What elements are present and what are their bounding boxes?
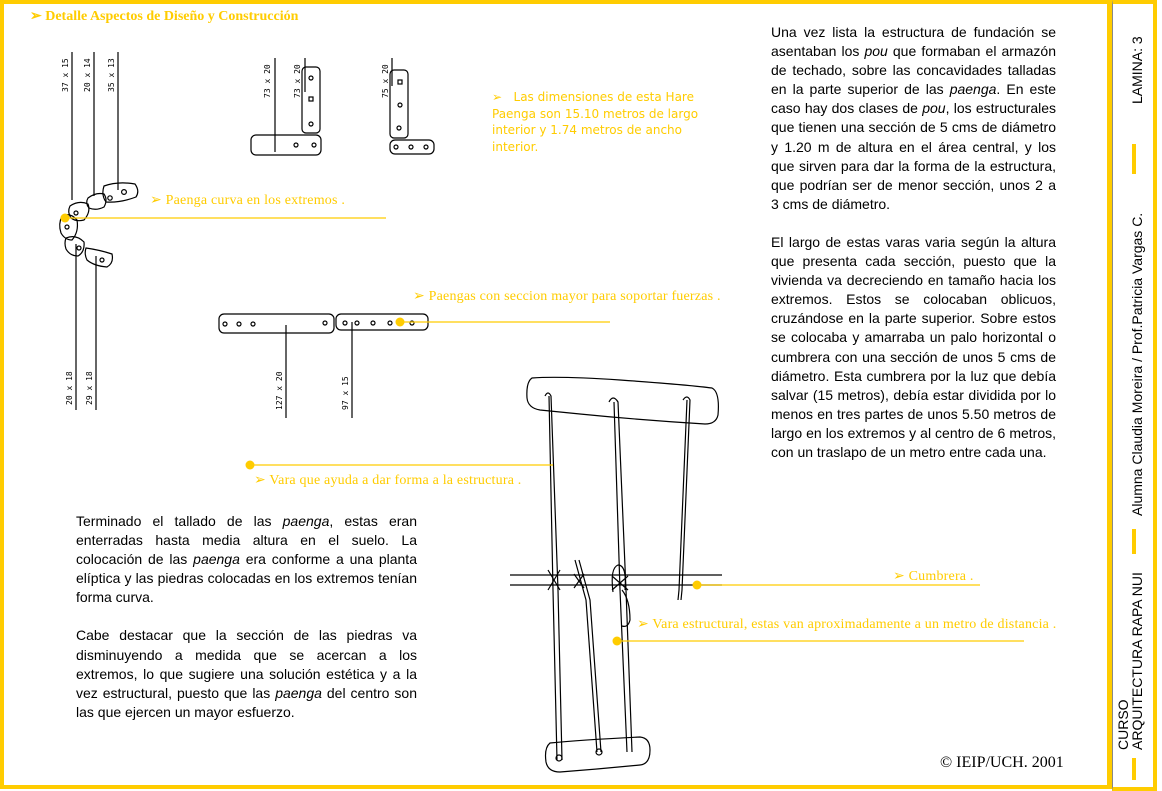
note-vara-forma: ➢ Vara que ayuda a dar forma a la estructura .: [254, 473, 522, 488]
paragraph: Una vez lista la estructura de fundación se asentaban los pou que formaban el armazón de techado, sobre las concavidades talladas en la parte superior de las paenga. En este caso hay dos clases de pou, los estructurales que tienen una sección de 5 cms de diámetro y 1.20 m de altura en el área central, y los que sirven para dar la forma de la estructura, que podrían ser de menor sección, unos 2 a 3 cms de diámetro.: [771, 24, 1057, 212]
callout-dot: [61, 214, 70, 223]
description-left: [76, 512, 417, 741]
title-divider: [1132, 529, 1136, 554]
dimension-label: 29 x 18: [85, 371, 94, 405]
heading-text: Detalle Aspectos de Diseño y Construcción: [45, 9, 299, 24]
dimension-label: 37 x 15: [61, 58, 70, 92]
roof-frame-detail: [510, 377, 722, 772]
dimension-label: 20 x 18: [65, 371, 74, 405]
note-hare-paenga-dimensions: ➢ Las dimensiones de esta Hare Paenga son 15.10 metros de largo interior y 1.74 metros de ancho interior.: [492, 90, 699, 154]
note-cumbrera: ➢ Cumbrera .: [893, 569, 974, 584]
paragraph: Cabe destacar que la sección de las piedras va disminuyendo a medida que se acercan a los extremos, lo que sugiere una solución estética y a la vez estructural, puesto que las paenga del centro son las que ejercen un mayor esfuerzo.: [76, 627, 417, 720]
paragraph: El largo de estas varas varia según la altura que presenta cada sección, puesto que la vivienda va decreciendo en tamaño hacia los extremos. Estos se colocaban oblicuos, cruzándose en la parte superior. Sobre estos se colocaba y amarraba un palo horizontal o cumbrera con una sección de unos 5 cms de diámetro. Esta cumbrera por la luz que debía salvar (15 metros), debía estar dividida por lo menos en tres partes de unos 5.50 metros de largo en los extremos y al centro de 6 metros, con un traslapo de un metro entre cada una.: [771, 233, 1056, 460]
callout-dot: [613, 637, 622, 646]
title-block: [1112, 0, 1157, 791]
note-vara-estructural: ➢ Vara estructural, estas van aproximadamente a un metro de distancia .: [637, 617, 1057, 632]
bullet-arrow-icon: ➢: [150, 193, 162, 208]
bullet-arrow-icon: ➢: [30, 9, 42, 24]
authors-label: Alumna Claudia Moreira / Prof.Patricia Vargas C.: [1129, 212, 1145, 516]
copyright: © IEIP/UCH. 2001: [940, 754, 1064, 771]
dimension-label: 73 x 20: [293, 64, 302, 98]
note-paengas-seccion: ➢ Paengas con seccion mayor para soportar fuerzas .: [413, 289, 721, 304]
callout-dot: [396, 318, 405, 327]
note-paenga-curva: ➢ Paenga curva en los extremos .: [150, 193, 346, 208]
dimension-label: 127 x 20: [275, 371, 284, 410]
large-section-paengas: [219, 314, 428, 418]
corner-joint-detail-1: [251, 58, 321, 155]
dimension-label: 75 x 20: [381, 64, 390, 98]
bullet-arrow-icon: ➢: [492, 90, 503, 104]
description-right: [771, 23, 1056, 481]
dimension-label: 20 x 14: [83, 58, 92, 92]
course-name: ARQUITECTURA RAPA NUI: [1129, 572, 1145, 750]
title-divider: [1132, 758, 1136, 780]
callout-dot: [693, 581, 702, 590]
dimension-label: 35 x 13: [107, 58, 116, 92]
corner-joint-detail-2: [381, 58, 434, 154]
stone: [85, 248, 112, 267]
bullet-arrow-icon: ➢: [413, 289, 425, 304]
dimension-label: 73 x 20: [263, 64, 272, 98]
callout-dot: [246, 461, 255, 470]
title-divider: [1132, 144, 1136, 174]
bullet-arrow-icon: ➢: [254, 473, 266, 488]
lamina-label: LAMINA: 3: [1129, 36, 1145, 104]
paragraph: Terminado el tallado de las paenga, estas eran enterradas hasta media altura en el suelo. La colocación de las paenga era conforme a una planta elíptica y las piedras colocadas en los extremos tenían forma curva.: [76, 513, 417, 606]
bullet-arrow-icon: ➢: [637, 617, 649, 632]
bullet-arrow-icon: ➢: [893, 569, 905, 584]
course-label: CURSO: [1115, 699, 1131, 750]
dimension-label: 97 x 15: [341, 376, 350, 410]
curved-paenga-detail: [60, 52, 138, 410]
